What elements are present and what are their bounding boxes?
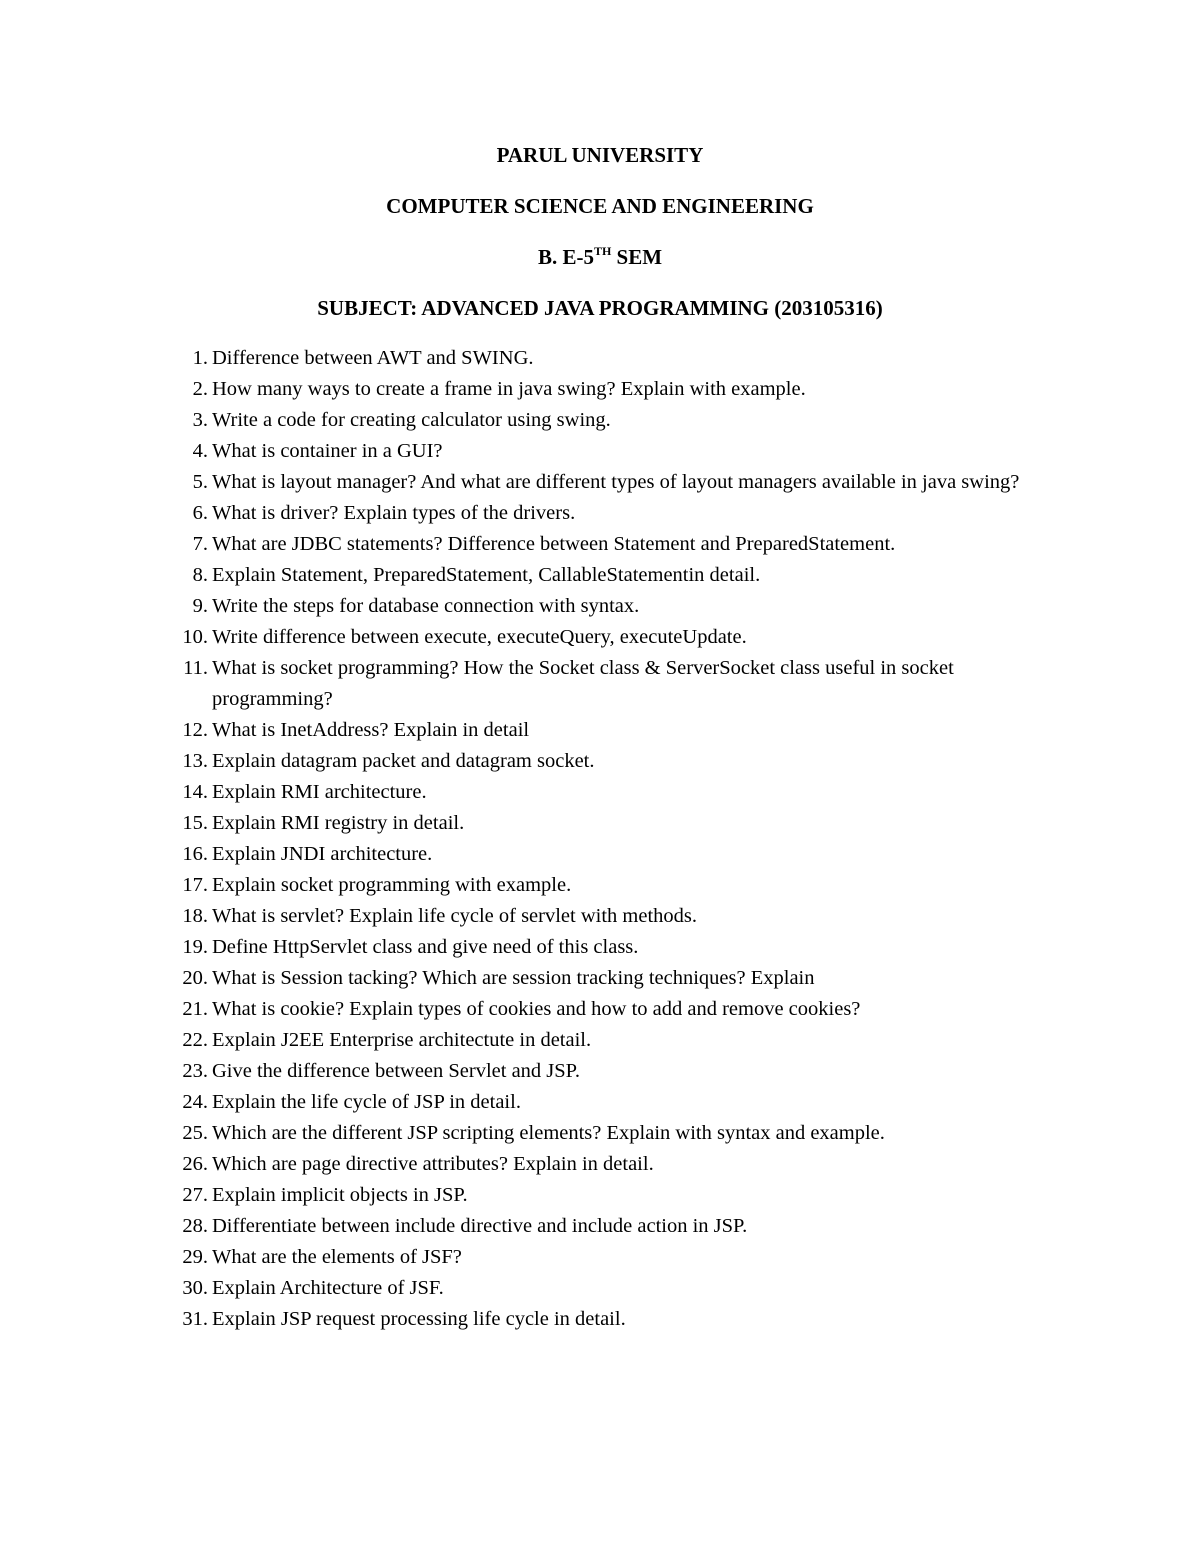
question-item xyxy=(150,870,1050,901)
question-item xyxy=(150,963,1050,994)
question-item xyxy=(150,839,1050,870)
question-number: 25. xyxy=(182,1122,208,1144)
question-number: 9. xyxy=(192,595,208,617)
question-text: Explain the life cycle of JSP in detail. xyxy=(212,1091,521,1113)
question-text: What is servlet? Explain life cycle of servlet with methods. xyxy=(212,905,698,927)
question-text: Define HttpServlet class and give need of this class. xyxy=(212,936,639,958)
question-item xyxy=(150,467,1050,498)
question-text: What are the elements of JSF? xyxy=(212,1246,462,1268)
question-number: 8. xyxy=(192,564,208,586)
question-number: 2. xyxy=(192,378,208,400)
question-number: 6. xyxy=(192,502,208,524)
question-item xyxy=(150,1180,1050,1211)
question-text: What is driver? Explain types of the drivers. xyxy=(212,502,576,524)
question-text: Explain Statement, PreparedStatement, CallableStatementin detail. xyxy=(212,564,761,586)
question-number: 5. xyxy=(192,471,208,493)
subject-title: SUBJECT: ADVANCED JAVA PROGRAMMING (203105316) xyxy=(317,296,883,320)
question-number: 30. xyxy=(182,1277,208,1299)
question-item xyxy=(150,932,1050,963)
question-number: 19. xyxy=(182,936,208,958)
question-item xyxy=(150,591,1050,622)
question-text: Explain socket programming with example. xyxy=(212,874,572,896)
question-number: 10. xyxy=(182,626,208,648)
question-number: 13. xyxy=(182,750,208,772)
question-item xyxy=(150,715,1050,746)
question-item xyxy=(150,653,1050,715)
question-text: Explain JSP request processing life cycle in detail. xyxy=(212,1308,626,1330)
question-text: Differentiate between include directive and include action in JSP. xyxy=(212,1215,748,1237)
question-text: Which are the different JSP scripting elements? Explain with syntax and example. xyxy=(212,1122,885,1144)
question-text: What is InetAddress? Explain in detail xyxy=(212,719,530,741)
question-item xyxy=(150,746,1050,777)
question-item xyxy=(150,1056,1050,1087)
question-item xyxy=(150,901,1050,932)
question-number: 31. xyxy=(182,1308,208,1330)
question-item xyxy=(150,1211,1050,1242)
question-text: What are JDBC statements? Difference between Statement and PreparedStatement. xyxy=(212,533,896,555)
question-item xyxy=(150,777,1050,808)
question-number: 7. xyxy=(192,533,208,555)
question-text: How many ways to create a frame in java swing? Explain with example. xyxy=(212,378,806,400)
question-item xyxy=(150,560,1050,591)
question-number: 14. xyxy=(182,781,208,803)
question-text: Which are page directive attributes? Explain in detail. xyxy=(212,1153,654,1175)
question-text: Explain datagram packet and datagram socket. xyxy=(212,750,595,772)
question-text: Explain JNDI architecture. xyxy=(212,843,433,865)
question-item xyxy=(150,1087,1050,1118)
question-item xyxy=(150,1149,1050,1180)
question-number: 22. xyxy=(182,1029,208,1051)
question-text: Write difference between execute, executeQuery, executeUpdate. xyxy=(212,626,747,648)
question-number: 17. xyxy=(182,874,208,896)
question-number: 1. xyxy=(192,347,208,369)
question-item xyxy=(150,1304,1050,1335)
semester-prefix: B. E-5 xyxy=(537,245,594,269)
question-item xyxy=(150,498,1050,529)
question-text: Write the steps for database connection with syntax. xyxy=(212,595,640,617)
question-text: Explain RMI architecture. xyxy=(212,781,427,803)
question-number: 18. xyxy=(182,905,208,927)
question-item xyxy=(150,1273,1050,1304)
question-number: 26. xyxy=(182,1153,208,1175)
semester-suffix: SEM xyxy=(611,245,663,269)
question-number: 20. xyxy=(182,967,208,989)
semester-title xyxy=(0,245,1200,269)
question-number: 3. xyxy=(192,409,208,431)
question-item xyxy=(150,436,1050,467)
question-text: Difference between AWT and SWING. xyxy=(212,347,534,369)
question-list xyxy=(150,343,1050,1335)
question-text: What is layout manager? And what are different types of layout managers available in java swing? xyxy=(212,471,1020,493)
question-item xyxy=(150,808,1050,839)
question-item xyxy=(150,1025,1050,1056)
question-item xyxy=(150,994,1050,1025)
question-number: 12. xyxy=(182,719,208,741)
question-text: Explain Architecture of JSF. xyxy=(212,1277,444,1299)
question-item xyxy=(150,529,1050,560)
question-item xyxy=(150,1118,1050,1149)
question-text: What is Session tacking? Which are session tracking techniques? Explain xyxy=(212,967,815,989)
question-text: Write a code for creating calculator using swing. xyxy=(212,409,611,431)
department-title: COMPUTER SCIENCE AND ENGINEERING xyxy=(386,194,814,218)
question-item xyxy=(150,622,1050,653)
question-number: 15. xyxy=(182,812,208,834)
question-text: What is socket programming? How the Socket class & ServerSocket class useful in socket programming? xyxy=(212,657,954,710)
question-number: 23. xyxy=(182,1060,208,1082)
question-number: 28. xyxy=(182,1215,208,1237)
question-number: 16. xyxy=(182,843,208,865)
question-item xyxy=(150,343,1050,374)
question-item xyxy=(150,405,1050,436)
question-item xyxy=(150,1242,1050,1273)
question-number: 24. xyxy=(182,1091,208,1113)
question-text: Explain RMI registry in detail. xyxy=(212,812,465,834)
semester-superscript: TH xyxy=(593,244,612,258)
question-number: 4. xyxy=(192,440,208,462)
question-text: What is container in a GUI? xyxy=(212,440,443,462)
question-number: 21. xyxy=(182,998,208,1020)
question-text: Explain implicit objects in JSP. xyxy=(212,1184,468,1206)
question-text: What is cookie? Explain types of cookies and how to add and remove cookies? xyxy=(212,998,861,1020)
question-item xyxy=(150,374,1050,405)
question-number: 29. xyxy=(182,1246,208,1268)
question-number: 27. xyxy=(182,1184,208,1206)
question-text: Explain J2EE Enterprise architectute in detail. xyxy=(212,1029,592,1051)
question-text: Give the difference between Servlet and JSP. xyxy=(212,1060,580,1082)
university-title: PARUL UNIVERSITY xyxy=(496,143,704,167)
question-number: 11. xyxy=(183,657,208,679)
